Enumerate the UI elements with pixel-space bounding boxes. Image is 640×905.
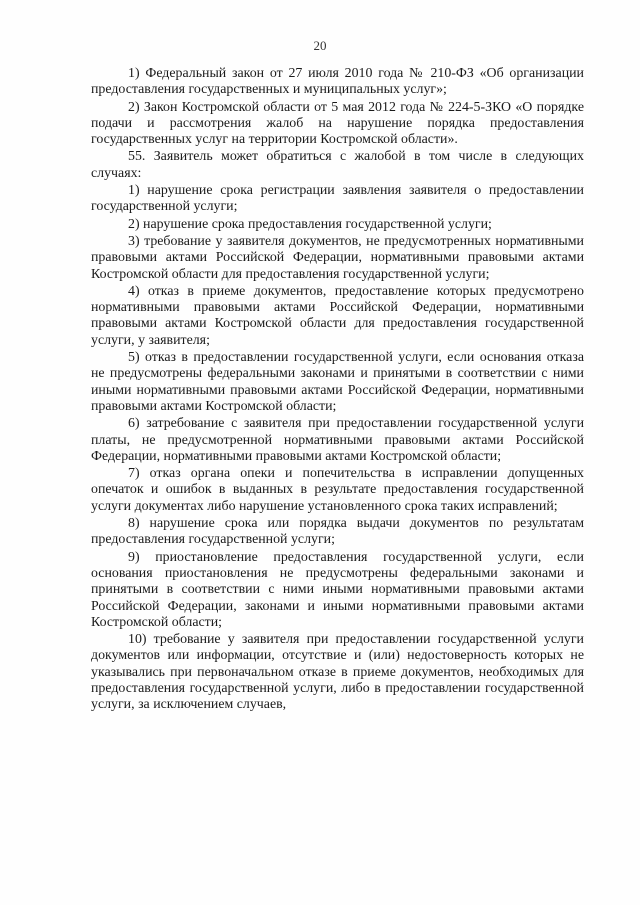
list-item-2: 2) нарушение срока предоставления государственной услуги;: [128, 216, 492, 232]
list-item-1: 1) нарушение срока регистрации заявления заявителя о предоставлении государственной услуги;: [91, 183, 584, 215]
paragraph-55-intro: 55. Заявитель может обратиться с жалобой в том числе в следующих случаях:: [91, 149, 584, 181]
list-item-3: 3) требование у заявителя документов, не предусмотренных нормативными правовыми актами Российской Федерации, нормативными правовыми актами Костромской области для предоставления государственной услуги;: [91, 233, 584, 282]
list-item-10: 10) требование у заявителя при предоставлении государственной услуги документов или информации, отсутствие и (или) недостоверность которых не указывались при первоначальном отказе в приеме документов, необходимых для предоставления государственной услуги, либо в предоставлении государственной услуги, за исключением случаев,: [91, 632, 584, 713]
list-item-9: 9) приостановление предоставления государственной услуги, если основания приостановления не предусмотрены федеральными законами и принятыми в соответствии с ними иными нормативными правовыми актами Российской Федерации, законами и иными нормативными правовыми актами Костромской области;: [91, 549, 584, 630]
list-item-4: 4) отказ в приеме документов, предоставление которых предусмотрено нормативными правовыми актами Российской Федерации, нормативными правовыми актами Костромской области для предоставления государственной услуги, у заявителя;: [91, 283, 584, 348]
list-item-8: 8) нарушение срока или порядка выдачи документов по результатам предоставления государственной услуги;: [91, 516, 584, 548]
paragraph-law-224-5-zko: 2) Закон Костромской области от 5 мая 2012 года № 224-5-ЗКО «О порядке подачи и рассмотрения жалоб на нарушение порядка предоставления государственных услуг на территории Костромской области».: [91, 99, 584, 148]
list-item-7: 7) отказ органа опеки и попечительства в исправлении допущенных опечаток и ошибок в выданных в результате предоставления государственной услуги документах либо нарушение установленного срока таких исправлений;: [91, 466, 584, 514]
list-item-5: 5) отказ в предоставлении государственной услуги, если основания отказа не предусмотрены федеральными законами и принятыми в соответствии с ними иными нормативными правовыми актами Российской Федерации, нормативными правовыми актами Костромской области;: [91, 350, 584, 414]
paragraph-law-210fz: 1) Федеральный закон от 27 июля 2010 года № 210-ФЗ «Об организации предоставления государственных и муниципальных услуг»;: [91, 66, 584, 98]
document-body: [91, 66, 584, 715]
list-item-6: 6) затребование с заявителя при предоставлении государственной услуги платы, не предусмотренной нормативными правовыми актами Российской Федерации, нормативными правовыми актами Костромской области;: [91, 416, 584, 464]
page-number: 20: [313, 38, 327, 53]
